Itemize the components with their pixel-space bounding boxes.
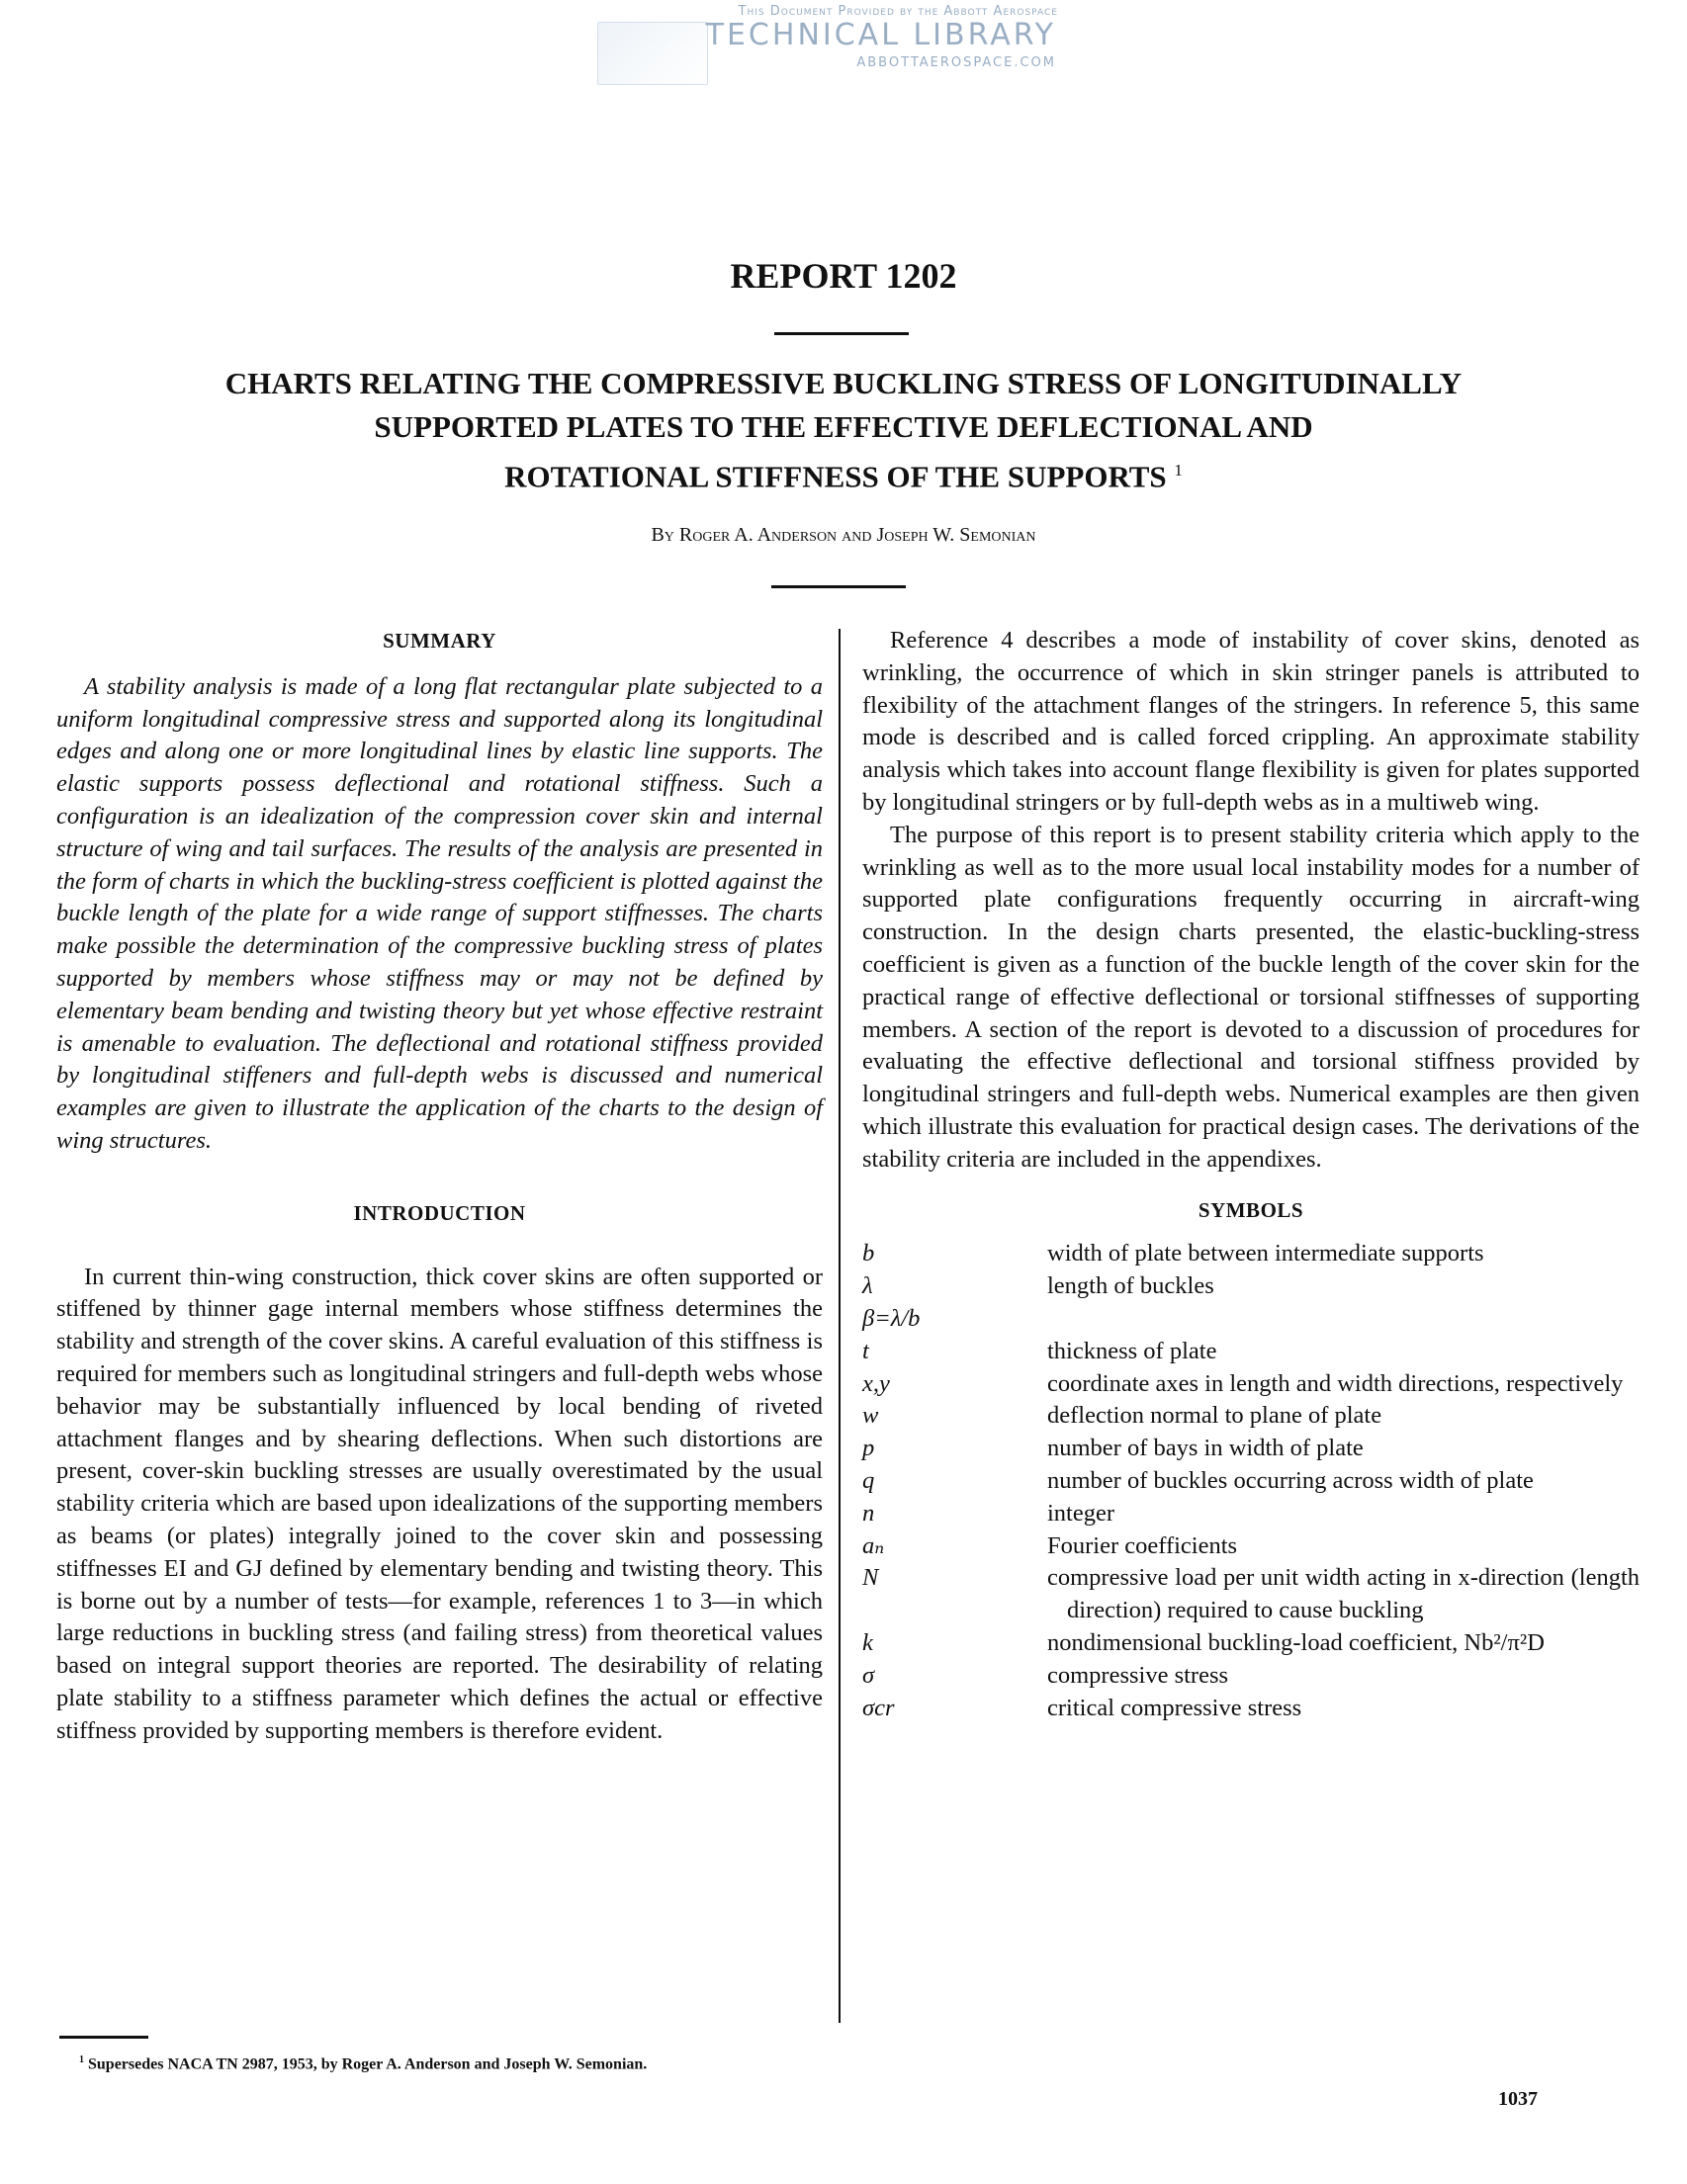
introduction-heading: INTRODUCTION	[353, 1200, 526, 1225]
symbol-definition: length of buckles	[1047, 1272, 1214, 1300]
title-line-3	[119, 449, 1568, 498]
symbol: N	[862, 1564, 879, 1592]
symbol-definition	[1047, 1303, 1640, 1336]
symbol-row	[862, 1270, 1640, 1303]
watermark-library-name: TECHNICAL LIBRARY	[705, 18, 1056, 52]
watermark-url: ABBOTTAEROSPACE.COM	[856, 55, 1056, 70]
symbol-row	[862, 1498, 1640, 1530]
symbol-definition: nondimensional buckling-load coefficient, Nb²/π²D	[1047, 1628, 1545, 1656]
symbol: aₙ	[862, 1531, 885, 1559]
symbol: n	[862, 1499, 875, 1527]
symbol-definition: coordinate axes in length and width directions, respectively	[1047, 1369, 1624, 1397]
symbol: q	[862, 1466, 875, 1494]
symbol-definition: compressive load per unit width acting in x-direction (length direction) required to cause buckling	[1047, 1564, 1640, 1624]
authors: By Roger A. Anderson and Joseph W. Semonian	[651, 524, 1036, 546]
footnote-rule	[59, 2036, 148, 2039]
introduction-paragraph-1: In current thin-wing construction, thick cover skins are often supported or stiffened by thinner gage internal members whose stiffness determines the stability and strength of the cover skins. A careful evaluation of this stiffness is required for members such as longitudinal stringers and full-depth webs whose behavior may be substantially influenced by local bending of riveted attachment flanges and by shearing deflections. When such distortions are present, cover-skin buckling stresses are usually overestimated by the usual stability criteria which are based upon idealizations of the supporting members as beams (or plates) integrally joined to the cover skin and possessing stiffnesses EI and GJ defined by elementary bending and twisting theory. This is borne out by a number of tests—for example, references 1 to 3—in which large reductions in buckling stress (and failing stress) from theoretical values based on integral support theories are reported. The desirability of relating plate stability to a stiffness parameter which defines the actual or effective stiffness provided by supporting members is therefore evident.	[56, 1263, 823, 1744]
symbol-definition: width of plate between intermediate supports	[1047, 1240, 1484, 1267]
symbol: w	[862, 1402, 879, 1430]
symbol-row	[862, 1465, 1640, 1498]
symbol-row	[862, 1530, 1640, 1563]
footnote-marker: 1	[79, 2054, 84, 2065]
symbol-row	[862, 1336, 1640, 1368]
title-line-1: CHARTS RELATING THE COMPRESSIVE BUCKLING STRESS OF LONGITUDINALLY	[224, 366, 1463, 400]
symbol-row	[862, 1693, 1640, 1725]
symbols-heading: SYMBOLS	[1198, 1197, 1304, 1222]
symbol-definition: Fourier coefficients	[1047, 1531, 1238, 1559]
symbol-row	[862, 1303, 1640, 1336]
summary-text: A stability analysis is made of a long flat rectangular plate subjected to a uniform longitudinal compressive stress and supported along its longitudinal edges and along one or more longitudinal lines by elastic line supports. The elastic supports possess deflectional and rotational stiffness. Such a configuration is an idealization of the compression cover skin and internal structure of wing and tail surfaces. The results of the analysis are presented in the form of charts in which the buckling-stress coefficient is plotted against the buckle length of the plate for a wide range of support stiffnesses. The charts make possible the determination of the compressive buckling stress of plates supported by members whose stiffness may or may not be defined by elementary beam bending and twisting theory but yet whose effective restraint is amenable to evaluation. The deflectional and rotational stiffness provided by longitudinal stiffeners and full-depth webs is discussed and numerical examples are given to illustrate the application of the charts to the design of wing structures.	[56, 672, 823, 1154]
symbol: k	[862, 1628, 873, 1656]
symbol: σcr	[862, 1694, 895, 1721]
introduction-paragraph-3: The purpose of this report is to present stability criteria which apply to the wrinkling as well as to the more usual local instability modes for a number of supported plate configurations frequently occurring in aircraft-wing construction. In the design charts presented, the elastic-buckling-stress coefficient is given as a function of the buckle length of the cover skin for the practical range of effective deflectional or torsional stiffnesses of supporting members. A section of the report is devoted to a discussion of procedures for evaluating the effective deflectional and torsional stiffness provided by longitudinal stringers and full-depth webs. Numerical examples are then given which illustrate this evaluation for practical design cases. The derivations of the stability criteria are included in the appendixes.	[862, 821, 1640, 1173]
title-line-3-text: ROTATIONAL STIFFNESS OF THE SUPPORTS	[504, 459, 1167, 494]
symbol-row	[862, 1433, 1640, 1465]
symbol-row	[862, 1238, 1640, 1270]
introduction-paragraph-2: Reference 4 describes a mode of instability of cover skins, denoted as wrinkling, the occurrence of which in skin stringer panels is attributed to flexibility of the attachment flanges of the stringers. In reference 5, this same mode is described and is called forced crippling. An approximate stability analysis which takes into account flange flexibility is given for plates supported by longitudinal stringers or by full-depth webs as in a multiweb wing.	[862, 627, 1640, 816]
watermark-logo-icon	[597, 22, 708, 85]
symbol-definition: number of buckles occurring across width of plate	[1047, 1466, 1534, 1494]
title-divider-bottom	[771, 585, 906, 588]
right-column	[862, 625, 1640, 1724]
title-footnote-marker: 1	[1174, 461, 1183, 480]
title-divider-top	[774, 332, 909, 335]
symbol-definition: compressive stress	[1047, 1661, 1229, 1689]
symbol-definition: deflection normal to plane of plate	[1047, 1402, 1382, 1430]
symbol: β=λ/b	[862, 1304, 921, 1332]
symbol-row	[862, 1627, 1640, 1660]
watermark	[593, 4, 1068, 83]
symbol-row	[862, 1400, 1640, 1433]
symbol: t	[862, 1337, 869, 1364]
page-number: 1037	[1498, 2088, 1538, 2110]
symbol-definition: integer	[1047, 1499, 1115, 1527]
symbols-table	[862, 1238, 1640, 1724]
left-column	[56, 625, 823, 1748]
symbol-row	[862, 1562, 1640, 1627]
symbol: λ	[862, 1272, 873, 1300]
symbol: x,y	[862, 1369, 890, 1397]
symbol-definition: number of bays in width of plate	[1047, 1435, 1364, 1462]
summary-heading: SUMMARY	[383, 629, 496, 653]
column-divider	[839, 629, 841, 2023]
paper-title	[119, 362, 1568, 498]
watermark-provider-line: This Document Provided by the Abbott Aerospace	[738, 4, 1058, 19]
symbol: σ	[862, 1661, 875, 1689]
symbol-definition: thickness of plate	[1047, 1337, 1217, 1364]
symbol: p	[862, 1435, 875, 1462]
report-number: REPORT 1202	[730, 256, 957, 296]
symbol-row	[862, 1368, 1640, 1401]
footnote-text: Supersedes NACA TN 2987, 1953, by Roger A. Anderson and Joseph W. Semonian.	[88, 2055, 648, 2073]
symbol-definition: critical compressive stress	[1047, 1694, 1302, 1721]
symbol: b	[862, 1240, 875, 1267]
symbol-row	[862, 1660, 1640, 1693]
title-line-2: SUPPORTED PLATES TO THE EFFECTIVE DEFLECTIONAL AND	[374, 409, 1313, 444]
footnote	[79, 2054, 647, 2073]
